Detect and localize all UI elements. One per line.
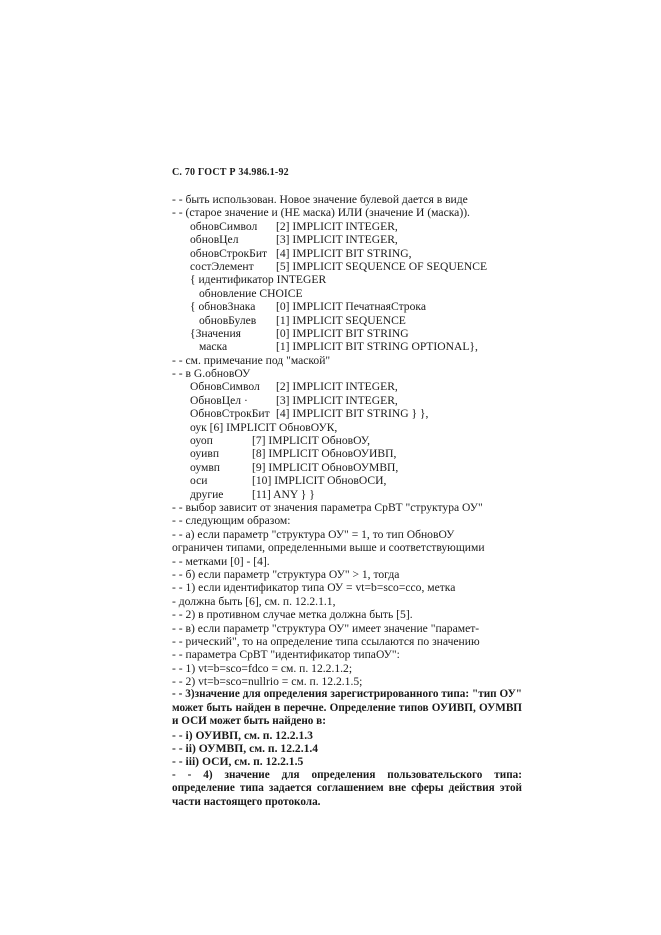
field-type: [7] IMPLICIT ОбновОУ, — [252, 434, 371, 448]
field-row — [172, 300, 522, 313]
comment-line: - - выбор зависит от значения параметра СрВТ "структура ОУ" — [172, 500, 483, 514]
comment-line: - - быть использован. Новое значение булевой дается в виде — [172, 193, 468, 206]
field-row — [172, 247, 522, 260]
field-type: [3] IMPLICIT INTEGER, — [276, 233, 398, 247]
field-type: [1] IMPLICIT SEQUENCE — [276, 313, 406, 327]
field-name: оуоп — [190, 434, 213, 448]
code-line: оук [6] IMPLICIT ОбновОУК, — [190, 420, 338, 434]
comment-line: - - метками [0] - [4]. — [172, 554, 270, 568]
comment-line: - - параметра СрВТ "идентификатор типаОУ": — [172, 648, 400, 662]
comment-line: - - 1) vt=b=sco=fdco = см. п. 12.2.1.2; — [172, 661, 353, 675]
field-name: обновСимвол — [190, 219, 258, 233]
paragraph: - - 4) значение для определения пользовательского типа: определение типа задается соглашением вне сферы действия этой части настоящего протокола. — [172, 768, 522, 808]
field-row — [172, 447, 522, 460]
field-row — [172, 220, 522, 233]
field-row — [172, 233, 522, 246]
field-name: обновБулев — [199, 313, 257, 327]
field-type: [4] IMPLICIT BIT STRING } }, — [276, 407, 429, 421]
field-type: [5] IMPLICIT SEQUENCE OF SEQUENCE — [276, 259, 488, 273]
code-line: { идентификатор INTEGER — [190, 273, 327, 287]
field-name: ОбновСимвол — [190, 380, 260, 394]
field-row — [172, 434, 522, 447]
field-name: обновСтрокБит — [190, 246, 268, 260]
field-type: [2] IMPLICIT INTEGER, — [276, 380, 398, 394]
field-name: ОбновСтрокБит — [190, 407, 270, 421]
field-name: {Значения — [190, 326, 241, 340]
comment-line: - - в) если параметр "структура ОУ" имеет значение "парамет- — [172, 621, 480, 635]
field-name: обновЦел — [190, 233, 239, 247]
field-row — [172, 327, 522, 340]
field-name: маска — [199, 340, 228, 354]
comment-line: - - рический", то на определение типа ссылаются по значению — [172, 634, 480, 648]
field-type: [2] IMPLICIT INTEGER, — [276, 219, 398, 233]
field-type: [4] IMPLICIT BIT STRING, — [276, 246, 412, 260]
comment-line: - - iii) ОСИ, см. п. 12.2.1.5 — [172, 755, 304, 769]
field-type: [1] IMPLICIT BIT STRING OPTIONAL}, — [276, 340, 478, 354]
comment-line: - - в G.обновОУ — [172, 367, 251, 381]
paragraph: - - 3)значение для определения зарегистрированного типа: "тип ОУ" может быть найден в перечне. Определение типов ОУИВП, ОУМВП и ОСИ может быть найдено в: — [172, 688, 522, 728]
field-name: оумвп — [190, 460, 221, 474]
field-name: оси — [190, 474, 208, 488]
asn1-listing — [172, 193, 522, 809]
comment-line: - - i) ОУИВП, см. п. 12.2.1.3 — [172, 728, 313, 742]
field-type: [0] IMPLICIT ПечатнаяСтрока — [276, 300, 426, 314]
comment-line: - - 2) в противном случае метка должна быть [5]. — [172, 608, 413, 622]
comment-line: - - следующим образом: — [172, 514, 291, 528]
field-name: оуивп — [190, 447, 220, 461]
field-type: [9] IMPLICIT ОбновОУМВП, — [252, 460, 399, 474]
comment-line: ограничен типами, определенными выше и соответствующими — [172, 541, 485, 555]
field-name: { обновЗнака — [190, 300, 256, 314]
field-row — [172, 488, 522, 501]
field-row — [172, 461, 522, 474]
comment-line: - - 1) если идентификатор типа ОУ = vt=b=sco=cco, метка — [172, 581, 456, 595]
comment-line: - - (старое значение и (НЕ маска) ИЛИ (значение И (маска)). — [172, 206, 470, 220]
field-type: [10] IMPLICIT ОбновОСИ, — [252, 474, 387, 488]
field-row — [172, 380, 522, 393]
comment-line: - - см. примечание под "маской" — [172, 353, 331, 367]
field-row — [172, 394, 522, 407]
field-type: [0] IMPLICIT BIT STRING — [276, 326, 409, 340]
comment-line: - - б) если параметр "структура ОУ" > 1, тогда — [172, 567, 400, 581]
code-line: обновление CHOICE — [199, 286, 303, 300]
field-name: другие — [190, 487, 224, 501]
field-type: [11] ANY } } — [252, 487, 315, 501]
field-row — [172, 314, 522, 327]
comment-line: - должна быть [6], см. п. 12.2.1.1, — [172, 594, 336, 608]
field-name: ОбновЦел · — [190, 393, 248, 407]
field-row — [172, 340, 522, 353]
field-row — [172, 474, 522, 487]
comment-line: - - ii) ОУМВП, см. п. 12.2.1.4 — [172, 742, 319, 756]
field-row — [172, 260, 522, 273]
field-type: [8] IMPLICIT ОбновОУИВП, — [252, 447, 397, 461]
page-header: С. 70 ГОСТ Р 34.986.1-92 — [172, 167, 289, 178]
field-type: [3] IMPLICIT INTEGER, — [276, 393, 398, 407]
comment-line: - - 2) vt=b=sco=nullrio = см. п. 12.2.1.5; — [172, 675, 363, 689]
field-name: состЭлемент — [190, 259, 254, 273]
comment-line: - - а) если параметр "структура ОУ" = 1, то тип ОбновОУ — [172, 527, 455, 541]
field-row — [172, 407, 522, 420]
